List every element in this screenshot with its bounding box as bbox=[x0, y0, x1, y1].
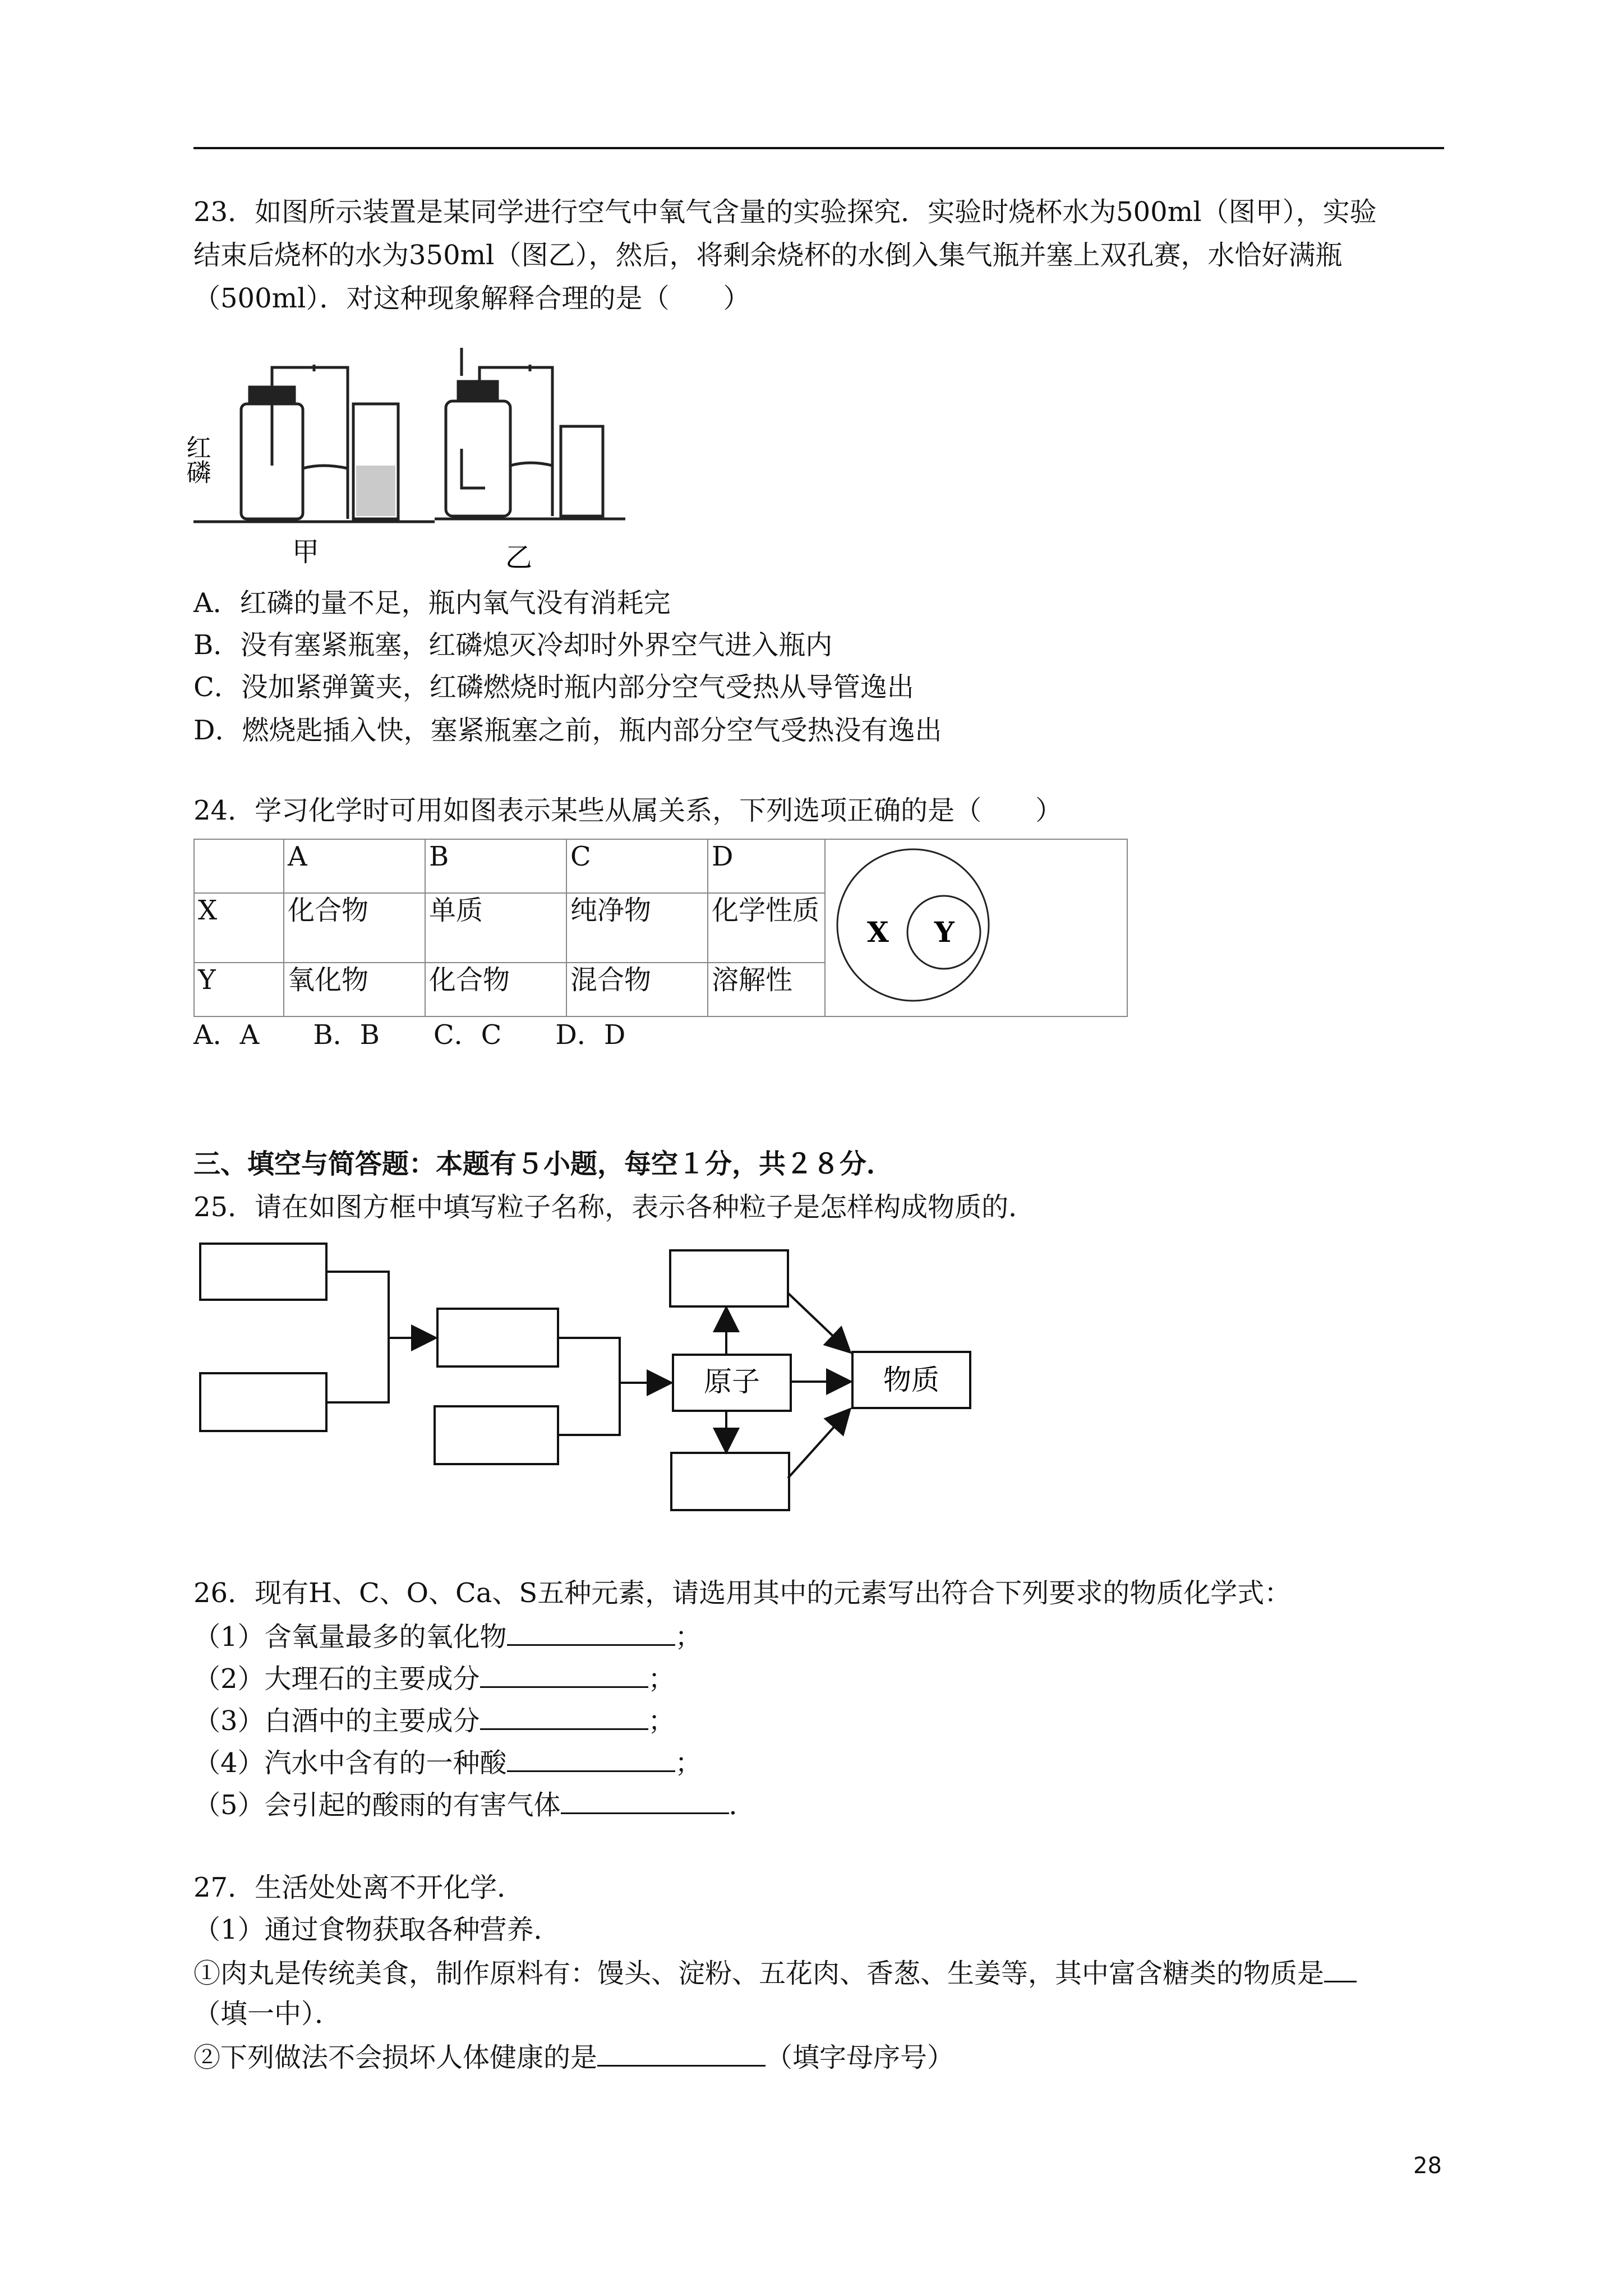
table-cell: 氧化物 bbox=[284, 963, 425, 1016]
venn-label-y: Y bbox=[934, 915, 955, 949]
q27-item-1-text: ①肉丸是传统美食，制作原料有：馒头、淀粉、五花肉、香葱、生姜等，其中富含糖类的物质是 bbox=[193, 1958, 1325, 1989]
table-cell: A bbox=[284, 839, 425, 893]
blank-box-5[interactable] bbox=[670, 1250, 788, 1306]
table-cell: X bbox=[194, 893, 284, 963]
table-cell: 单质 bbox=[425, 893, 566, 963]
header-rule bbox=[193, 147, 1444, 149]
answer-blank-4[interactable] bbox=[507, 1745, 675, 1772]
answer-blank-2[interactable] bbox=[480, 1660, 648, 1688]
table-cell: Y bbox=[194, 963, 284, 1016]
q26-item-1 bbox=[193, 1618, 702, 1654]
q25-particle-diagram bbox=[193, 1237, 990, 1523]
q23-line-3: （500ml）．对这种现象解释合理的是（ ） bbox=[193, 283, 750, 314]
answer-blank-5[interactable] bbox=[561, 1787, 729, 1814]
apparatus-left bbox=[193, 365, 435, 522]
table-cell: D bbox=[708, 839, 825, 893]
q27-stem: 27．生活处处离不开化学． bbox=[193, 1872, 524, 1903]
q26-item-2-end: ； bbox=[648, 1663, 675, 1695]
q24-stem: 24．学习化学时可用如图表示某些从属关系，下列选项正确的是（ ） bbox=[193, 795, 1063, 826]
answer-blank-7[interactable] bbox=[597, 2039, 766, 2067]
q23-option-c: C．没加紧弹簧夹，红磷燃烧时瓶内部分空气受热从导管逸出 bbox=[193, 671, 914, 703]
q24-table bbox=[193, 839, 1128, 1017]
table-cell: 化学性质 bbox=[708, 893, 825, 963]
q26-stem: 26．现有H、C、O、Ca、S五种元素，请选用其中的元素写出符合下列要求的物质化学式： bbox=[193, 1577, 1292, 1609]
atom-label: 原子 bbox=[704, 1365, 760, 1398]
q27-sub-1: （1）通过食物获取各种营养． bbox=[193, 1914, 561, 1945]
blank-box-4[interactable] bbox=[435, 1406, 558, 1464]
table-cell: B bbox=[425, 839, 566, 893]
q27-item-2 bbox=[193, 2039, 954, 2074]
table-cell: 化合物 bbox=[284, 893, 425, 963]
page-number: 28 bbox=[1413, 2153, 1442, 2179]
q26-item-3-text: （3）白酒中的主要成分 bbox=[193, 1705, 480, 1737]
table-row bbox=[194, 839, 1127, 893]
q26-item-4-end: ； bbox=[675, 1747, 702, 1779]
q26-item-4-text: （4）汽水中含有的一种酸 bbox=[193, 1747, 507, 1779]
apparatus-right bbox=[435, 348, 625, 519]
q26-item-5 bbox=[193, 1787, 756, 1822]
table-cell bbox=[194, 839, 284, 893]
answer-blank-6[interactable] bbox=[1324, 1955, 1357, 1982]
blank-box-2[interactable] bbox=[200, 1373, 326, 1431]
table-cell: C bbox=[566, 839, 708, 893]
q23-line-2: 结束后烧杯的水为350ml（图乙），然后，将剩余烧杯的水倒入集气瓶并塞上双孔赛，水恰好满瓶 bbox=[193, 240, 1343, 271]
table-cell: 化合物 bbox=[425, 963, 566, 1016]
table-cell: 纯净物 bbox=[566, 893, 708, 963]
caption-jia: 甲 bbox=[292, 536, 320, 568]
q25-stem: 25．请在如图方框中填写粒子名称，表示各种粒子是怎样构成物质的． bbox=[193, 1191, 1036, 1223]
q24-options: A．A B．B C．C D．D bbox=[193, 1019, 626, 1051]
q26-item-1-end: ； bbox=[675, 1621, 702, 1653]
answer-blank-3[interactable] bbox=[480, 1703, 648, 1730]
caption-yi: 乙 bbox=[505, 542, 533, 573]
q27-item-2-hint: （填字母序号） bbox=[766, 2042, 955, 2073]
q26-item-4 bbox=[193, 1745, 702, 1780]
q23-option-a: A．红磷的量不足，瓶内氧气没有消耗完 bbox=[193, 587, 671, 619]
blank-box-3[interactable] bbox=[437, 1309, 558, 1366]
q27-item-1 bbox=[193, 1955, 1357, 1990]
q27-item-1-cont: （填一中）． bbox=[193, 1998, 342, 2030]
venn-cell bbox=[825, 839, 1127, 1016]
table-cell: 溶解性 bbox=[708, 963, 825, 1016]
q23-option-d: D．燃烧匙插入快，塞紧瓶塞之前，瓶内部分空气受热没有逸出 bbox=[193, 715, 942, 746]
q26-item-5-text: （5）会引起的酸雨的有害气体 bbox=[193, 1789, 561, 1821]
blank-box-1[interactable] bbox=[200, 1244, 326, 1300]
q26-item-5-end: ． bbox=[728, 1789, 756, 1821]
q26-item-3 bbox=[193, 1703, 675, 1738]
q26-item-2 bbox=[193, 1660, 675, 1696]
table-cell: 混合物 bbox=[566, 963, 708, 1016]
q23-line-1: 23．如图所示装置是某同学进行空气中氧气含量的实验探究．实验时烧杯水为500ml（图甲），实验 bbox=[193, 196, 1377, 228]
q23-option-b: B．没有塞紧瓶塞，红磷熄灭冷却时外界空气进入瓶内 bbox=[193, 629, 833, 661]
q26-item-2-text: （2）大理石的主要成分 bbox=[193, 1663, 480, 1695]
matter-label: 物质 bbox=[883, 1364, 939, 1396]
venn-label-x: X bbox=[867, 915, 889, 949]
red-phosphorus-label: 红磷 bbox=[182, 435, 211, 484]
water-dots-left bbox=[356, 466, 395, 516]
q26-item-1-text: （1）含氧量最多的氧化物 bbox=[193, 1621, 507, 1653]
answer-blank-1[interactable] bbox=[507, 1618, 675, 1646]
venn-diagram bbox=[829, 840, 1123, 1008]
q26-item-3-end: ； bbox=[648, 1705, 675, 1737]
blank-box-6[interactable] bbox=[671, 1453, 789, 1510]
section-3-title: 三、填空与简答题：本题有５小题，每空１分，共２８分． bbox=[193, 1148, 894, 1180]
q27-item-2-text: ②下列做法不会损坏人体健康的是 bbox=[193, 2042, 598, 2073]
q23-apparatus-figure bbox=[182, 337, 631, 578]
